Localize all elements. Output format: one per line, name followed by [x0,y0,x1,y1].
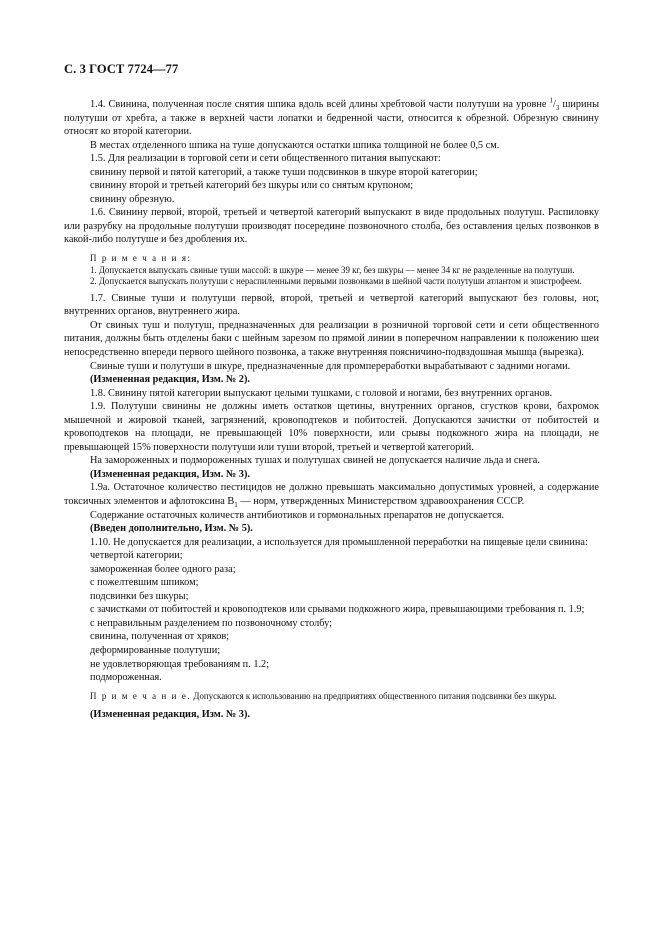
revision-note-3-final: (Измененная редакция, Изм. № 3). [90,709,250,721]
list-item: с зачистками от побитостей и кровоподтеков или срывами подкожного жира, превышающими требования п. 1.9; [90,604,585,616]
list-item: подмороженная. [90,672,162,684]
document-body [64,98,599,722]
note-1: 1. Допускается выпускать свиные туши массой: в шкуре — менее 39 кг, без шкуры — менее 34 кг не разделенные на полутуши. [90,264,575,275]
paragraph-1-7-c: Свиные туши и полутуши в шкуре, предназначенные для промпереработки вырабатывают с задними ногами. [90,360,571,372]
revision-note-3: (Измененная редакция, Изм. № 3). [90,468,250,480]
list-item: не удовлетворяющая требованиям п. 1.2; [90,658,270,670]
list-item: свинину обрезную. [90,193,175,205]
note-2: 2. Допускается выпускать полутуши с нераспиленными первыми позвонками в шейной части полутуши атлантом и эпистрофеем. [90,276,582,287]
paragraph-1-4-residue: В местах отделенного шпика на туше допускаются остатки шпика толщиной не более 0,5 см. [90,139,500,151]
notes-title: П р и м е ч а н и я: [90,253,192,264]
list-item: свинина, полученная от хряков; [90,631,230,643]
list-item: подсвинки без шкуры; [90,590,189,602]
page-header: С. 3 ГОСТ 7724—77 [64,62,179,76]
list-item: с неправильным разделением по позвоночному столбу; [90,617,332,629]
list-item: свинину второй и третьей категорий без шкуры или со снятым крупоном; [90,180,414,192]
paragraph-1-9a: 1.9а. Остаточное количество пестицидов не должно превышать максимально допустимых уровней, а содержание токсичных элементов и афлотоксина $В_1$ — норм, утвержденных Министерством здравоохранения СССР. [64,482,599,510]
paragraph-1-4: 1.4. Свинина, полученная после снятия шпика вдоль всей длины хребтовой части полутуши на уровне $^1/_3$ ширины полутуши от хребта, а также в верхней части лопатки и бедренной части, относится к обрезной. Обрезную свинину относят ко второй категории. [64,96,599,138]
paragraph-1-6: 1.6. Свинину первой, второй, третьей и четвертой категорий выпускают в виде продольных полутуш. Распиловку или разрубку на продольные полутуши производят посередине позвоночного столба, без оставления целых позвонков в какой-либо полутуше и без дробления их. [64,207,599,246]
paragraph-1-9-b: На замороженных и подмороженных тушах и полутушах свиней не допускается наличие льда и снега. [90,455,540,467]
paragraph-1-5: 1.5. Для реализации в торговой сети и сети общественного питания выпускают: [90,153,441,165]
list-item: с пожелтевшим шпиком; [90,577,199,589]
paragraph-1-10: 1.10. Не допускается для реализации, а используется для промышленной переработки на пищевые цели свинина: [90,536,588,548]
list-item: деформированные полутуши; [90,645,221,657]
paragraph-1-7: 1.7. Свиные туши и полутуши первой, второй, третьей и четвертой категорий выпускают без головы, ног, внутренних органов, внутреннего жира. [64,292,599,318]
paragraph-1-9a-b: Содержание остаточных количеств антибиотиков и гормональных препаратов не допускается. [90,509,505,521]
added-note-5: (Введен дополнительно, Изм. № 5). [90,523,253,535]
list-item: замороженная более одного раза; [90,563,236,575]
revision-note-2: (Измененная редакция, Изм. № 2). [90,374,250,386]
list-item: свинину первой и пятой категорий, а также туши подсвинков в шкуре второй категории; [90,166,478,178]
paragraph-1-8: 1.8. Свинину пятой категории выпускают целыми тушками, с головой и ногами, без внутренних органов. [90,387,553,399]
list-item: четвертой категории; [90,550,183,562]
final-note: П р и м е ч а н и е. Допускаются к использованию на предприятиях общественного питания подсвинки без шкуры. [90,690,557,701]
paragraph-1-9: 1.9. Полутуши свинины не должны иметь остатков щетины, внутренних органов, сгустков крови, бахромок мышечной и жировой тканей, загрязнений, кровоподтеков и побитостей. Допускаются зачистки от побитостей и кровоподтеков на площади, не превышающей 10% поверхности, или срывы подкожного жира на площади, не превышающей 15% поверхности полутуши или туши второй, третьей и четвертой категорий. [64,401,599,453]
paragraph-1-7-b: От свиных туш и полутуш, предназначенных для реализации в розничной торговой сети и сети общественного питания, должны быть отделены баки с шейным зарезом по прямой линии в поперечном направлении к положению шеи непосредственно впереди первого шейного позвонка, а также внутренняя поясничино-подвздошная мышца (вырезка). [64,319,599,358]
